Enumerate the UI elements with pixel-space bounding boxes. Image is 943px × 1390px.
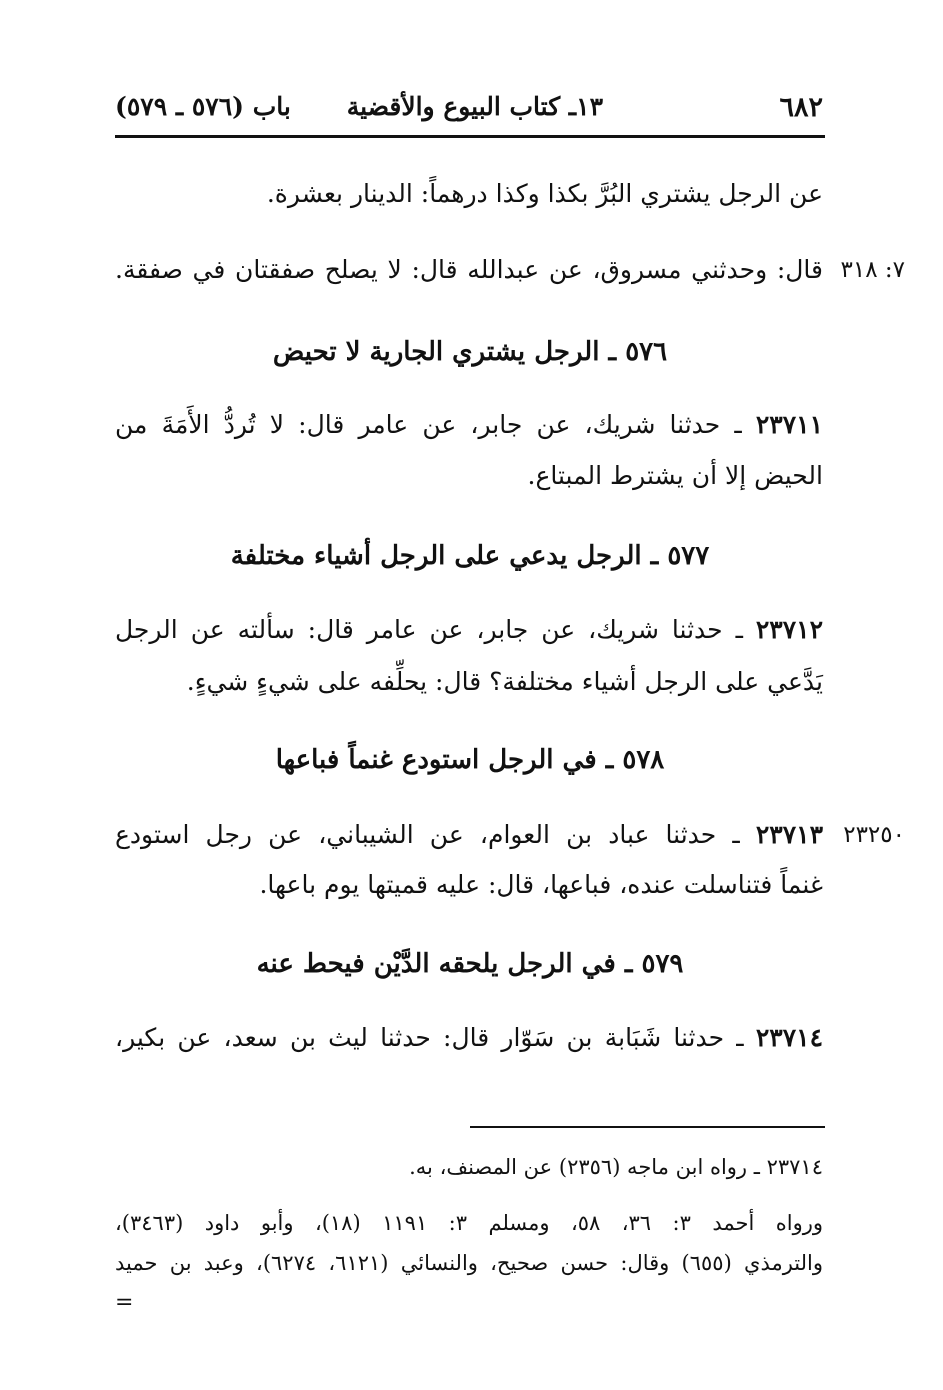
margin-reference: ٢٣٢٥٠ (843, 822, 905, 848)
hadith-text: ـ حدثنا عباد بن العوام، عن الشيباني، عن رجل استودع (115, 820, 756, 849)
chapter-range: باب (٥٧٦ ـ ٥٧٩) (115, 92, 291, 121)
chapter-heading-577: ٥٧٧ ـ الرجل يدعي على الرجل أشياء مختلفة (230, 541, 710, 571)
hadith-number: ٢٣٧١٢ (755, 615, 823, 644)
hadith-23712-line-2: يَدَّعي على الرجل أشياء مختلفة؟ قال: يحلِّفه على شيءٍ شيءٍ. (186, 667, 823, 696)
hadith-text: ـ حدثنا شريك، عن جابر، عن عامر قال: لا تُردُّ الأَمَةَ من (115, 410, 756, 439)
hadith-23713-line-2: غنماً فتناسلت عنده، فباعها، قال: عليه قميتها يوم باعها. (259, 870, 823, 899)
hadith-text: ـ حدثنا شَبَابة بن سَوّار قال: حدثنا ليث بن سعد، عن بكير، (115, 1023, 756, 1052)
continuation-mark: = (115, 1290, 134, 1315)
footnote-1: ٢٣٧١٤ ـ رواه ابن ماجه (٢٣٥٦) عن المصنف، به. (409, 1155, 823, 1179)
hadith-number: ٢٣٧١١ (755, 410, 823, 439)
hadith-23714-line-1 (115, 1018, 823, 1058)
hadith-23711-line-2: الحيض إلا أن يشترط المبتاع. (527, 461, 823, 490)
hadith-text: ـ حدثنا شريك، عن جابر، عن عامر قال: سألته عن الرجل (115, 615, 756, 644)
book-title: ١٣ـ كتاب البيوع والأقضية (346, 92, 603, 121)
hadith-23713-line-1 (115, 815, 823, 855)
footnote-rule (470, 1126, 825, 1128)
page-number: ٦٨٢ (779, 92, 823, 123)
footnote-2-line-2: والترمذي (٦٥٥) وقال: حسن صحيح، والنسائي (٦١٢١، ٦٢٧٤)، وعبد بن حميد (115, 1251, 824, 1275)
hadith-number: ٢٣٧١٤ (755, 1023, 823, 1052)
hadith-number: ٢٣٧١٣ (755, 820, 823, 849)
body-line-1: عن الرجل يشتري البُرَّ بكذا وكذا درهماً: الدينار بعشرة. (266, 179, 823, 208)
footnote-2-line-1: ورواه أحمد ٣: ٣٦، ٥٨، ومسلم ٣: ١١٩١ (١٨)، وأبو داود (٣٤٦٣)، (115, 1211, 823, 1235)
chapter-heading-578: ٥٧٨ ـ في الرجل استودع غنماً فباعها (275, 745, 665, 775)
hadith-23712-line-1 (115, 610, 823, 650)
header-rule (115, 135, 825, 138)
hadith-23711-line-1 (115, 405, 823, 445)
margin-reference: ٧: ٣١٨ (840, 257, 905, 283)
chapter-heading-579: ٥٧٩ ـ في الرجل يلحقه الدَّيْن فيحط عنه (256, 949, 684, 979)
body-line-2: قال: وحدثني مسروق، عن عبدالله قال: لا يصلح صفقتان في صفقة. (115, 255, 823, 284)
chapter-heading-576: ٥٧٦ ـ الرجل يشتري الجارية لا تحيض (272, 337, 668, 367)
